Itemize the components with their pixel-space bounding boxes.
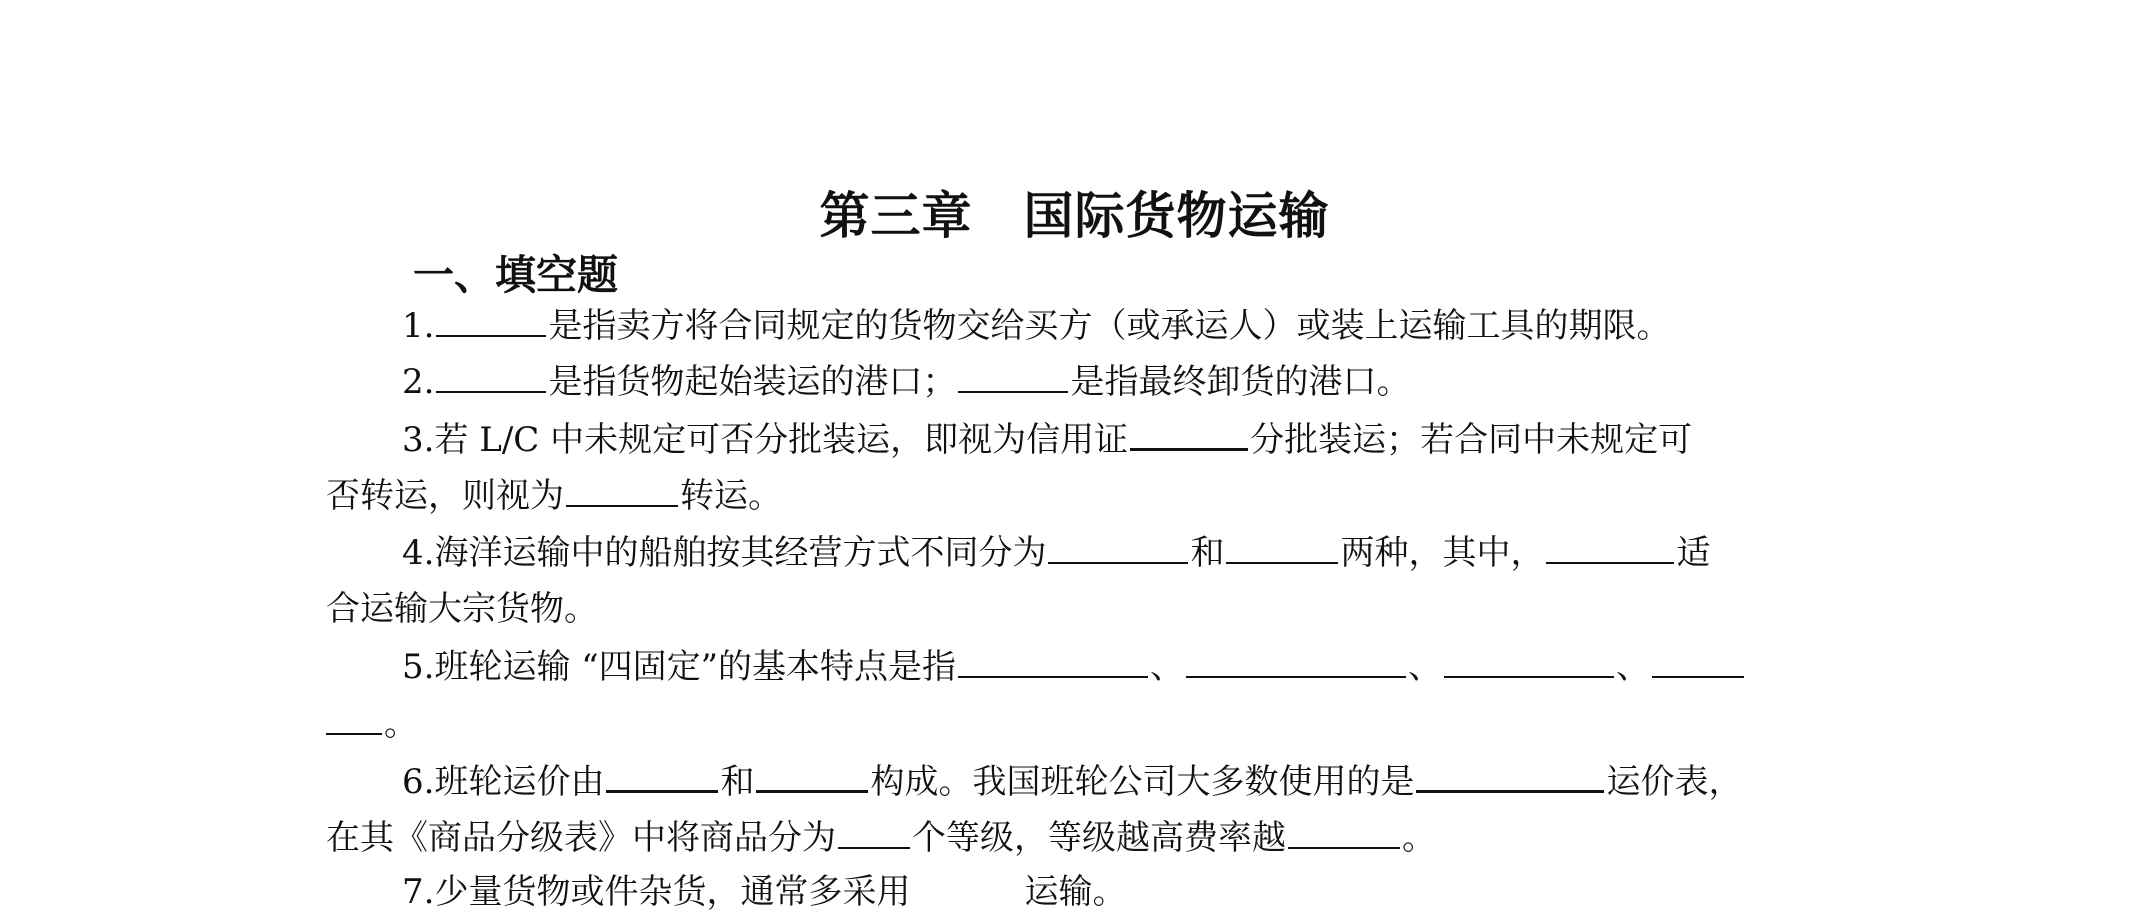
question-6 (402, 760, 1742, 802)
question-number: 6. (402, 762, 435, 802)
question-text: 。 (384, 704, 418, 744)
question-text: 。 (1402, 818, 1436, 858)
question-text: 若 L/C 中未规定可否分批装运，即视为信用证 (434, 420, 1129, 460)
answer-blank (1226, 532, 1338, 564)
question-text: 是指货物起始装运的港口； (548, 362, 957, 402)
question-2 (402, 361, 1410, 402)
question-text: 少量货物或件杂货，通常多采用 (434, 872, 911, 912)
answer-blank (1416, 760, 1604, 793)
question-text: 否转运，则视为 (326, 476, 564, 516)
answer-blank (958, 646, 1148, 678)
question-3-continued (326, 475, 782, 516)
question-text: 、 (1616, 647, 1651, 687)
answer-blank (912, 873, 1022, 903)
answer-blank (1186, 646, 1406, 678)
question-text: 、 (1150, 647, 1185, 687)
question-text: 是指最终卸货的港口。 (1070, 362, 1411, 402)
question-7 (402, 872, 1126, 912)
answer-blank (1546, 532, 1674, 564)
question-text: 两种，其中， (1340, 533, 1545, 573)
answer-blank (1444, 646, 1614, 678)
section-heading: 一、填空题 (413, 251, 618, 299)
question-text: 运价表， (1606, 762, 1743, 802)
question-number: 3. (402, 420, 435, 460)
question-number: 7. (402, 872, 435, 912)
question-text: 海洋运输中的船舶按其经营方式不同分为 (434, 533, 1047, 573)
question-number: 4. (402, 533, 435, 573)
question-text: 班轮运价由 (434, 762, 605, 802)
question-text: 和 (1190, 533, 1225, 573)
question-text: 、 (1408, 647, 1443, 687)
question-text: 适 (1676, 533, 1711, 573)
answer-blank (1048, 532, 1188, 564)
question-number: 5. (402, 647, 435, 687)
question-text: 分批装运；若合同中未规定可 (1250, 420, 1693, 460)
answer-blank (566, 475, 678, 507)
answer-blank (606, 760, 718, 793)
question-number: 2. (402, 362, 435, 402)
answer-blank (756, 760, 868, 793)
question-text: 个等级，等级越高费率越 (912, 818, 1286, 858)
question-text: 合运输大宗货物。 (326, 589, 598, 629)
question-text: 运输。 (1024, 872, 1127, 912)
question-4 (402, 532, 1710, 573)
answer-blank (436, 305, 546, 337)
question-5-continued (326, 703, 418, 744)
answer-blank (1130, 418, 1248, 451)
question-text: 构成。我国班轮公司大多数使用的是 (870, 762, 1415, 802)
question-6-continued (326, 817, 1436, 858)
question-text: 是指卖方将合同规定的货物交给买方（或承运人）或装上运输工具的期限。 (548, 306, 1671, 346)
question-5 (402, 646, 1746, 687)
answer-blank (436, 361, 546, 393)
answer-blank (1288, 817, 1400, 849)
question-1 (402, 305, 1670, 346)
question-text: 和 (720, 762, 755, 802)
answer-blank (326, 703, 382, 735)
question-text: 在其《商品分级表》中将商品分为 (326, 818, 836, 858)
question-text: 班轮运输 “四固定”的基本特点是指 (434, 647, 957, 687)
answer-blank (838, 817, 910, 849)
answer-blank (958, 361, 1068, 393)
question-3 (402, 418, 1692, 460)
chapter-title: 第三章 国际货物运输 (819, 187, 1330, 245)
question-number: 1. (402, 306, 435, 346)
question-4-continued (326, 589, 598, 629)
answer-blank (1652, 646, 1744, 678)
question-text: 转运。 (680, 476, 782, 516)
